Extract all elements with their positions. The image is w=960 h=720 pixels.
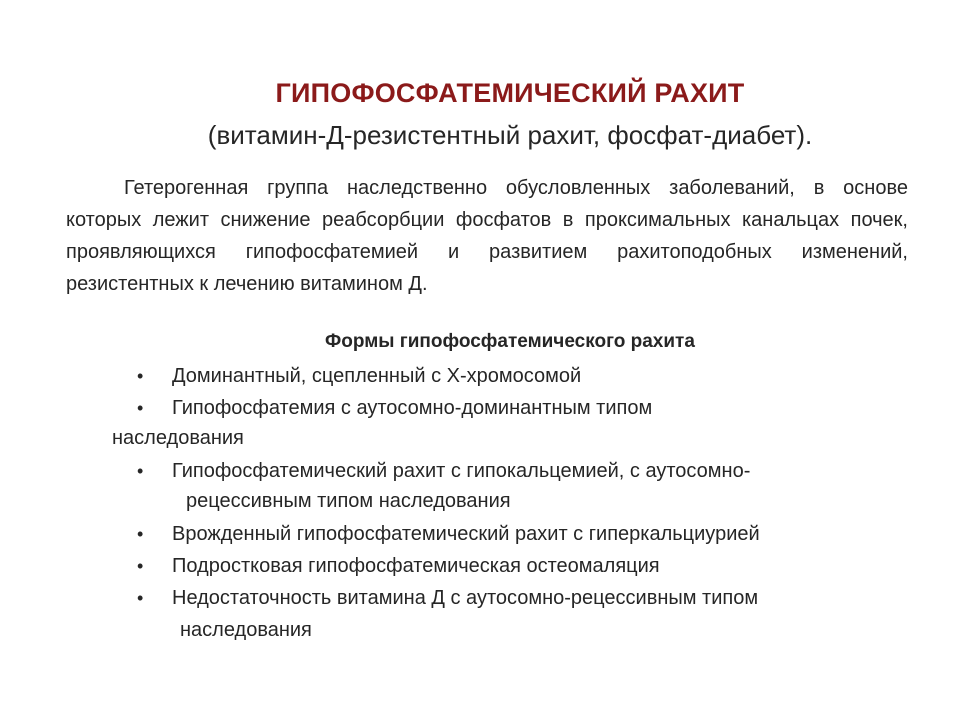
bullet-icon: • — [137, 398, 144, 418]
bullet-icon: • — [137, 524, 144, 544]
list-item: Доминантный, сцепленный с Х-хромосомой — [172, 365, 582, 387]
bullet-icon: • — [137, 461, 144, 481]
list-item: Недостаточность витамина Д с аутосомно-рецессивным типом — [172, 587, 759, 609]
list-item-continuation: наследования — [180, 619, 312, 641]
bullet-icon: • — [137, 366, 144, 386]
list-item: Гипофосфатемический рахит с гипокальцемией, с аутосомно- — [172, 460, 751, 482]
list-item-continuation: рецессивным типом наследования — [186, 490, 511, 512]
forms-heading: Формы гипофосфатемического рахита — [325, 331, 695, 352]
bullet-icon: • — [137, 588, 144, 608]
list-item-continuation: наследования — [112, 427, 244, 449]
definition-paragraph: Гетерогенная группа наследственно обусловленных заболеваний, в основе которых лежит снижение реабсорбции фосфатов в проксимальных канальцах почек, проявляющихся гипофосфатемией и развитием рахитоподобных изменений, резистентных к лечению витамином Д. — [66, 177, 908, 295]
list-item: Подростковая гипофосфатемическая остеомаляция — [172, 555, 660, 577]
slide-title: ГИПОФОСФАТЕМИЧЕСКИЙ РАХИТ — [275, 78, 745, 108]
slide-subtitle: (витамин-Д-резистентный рахит, фосфат-диабет). — [207, 120, 813, 150]
list-item: Гипофосфатемия с аутосомно-доминантным типом — [172, 397, 653, 419]
list-item: Врожденный гипофосфатемический рахит с гиперкальциурией — [172, 523, 760, 545]
bullet-icon: • — [137, 556, 144, 576]
